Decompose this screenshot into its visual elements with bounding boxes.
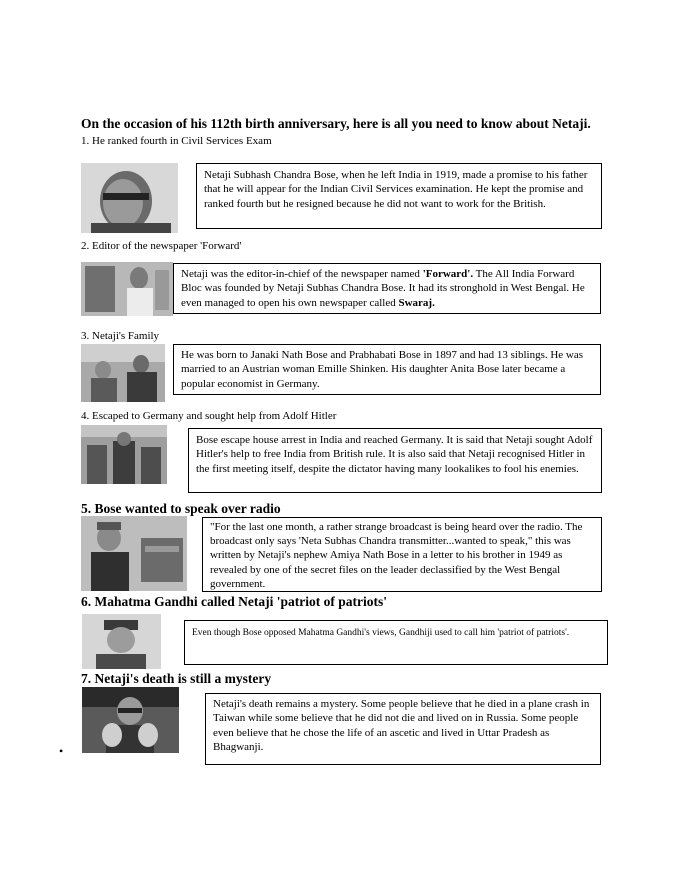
section-2-text-box (173, 263, 601, 314)
section-3-text-box: He was born to Janaki Nath Bose and Prabhabati Bose in 1897 and had 13 siblings. He was married to an Austrian woman Emille Shinken. His daughter Anita Bose later became a popular economist in Germany. (173, 344, 601, 395)
section-6-heading: 6. Mahatma Gandhi called Netaji 'patriot of patriots' (81, 594, 387, 609)
section-4-text-box: Bose escape house arrest in India and reached Germany. It is said that Netaji sought Adolf Hitler's help to free India from British rule. It is also said that Netaji recognised Hitler in the first meeting itself, despite the dictator having many lookalikes to fool his enemies. (188, 428, 602, 493)
section-4-heading: 4. Escaped to Germany and sought help from Adolf Hitler (81, 410, 337, 422)
bose-portrait-photo (81, 163, 178, 233)
list-bullet: • (59, 744, 64, 758)
bose-garland-photo (82, 687, 179, 753)
section-5-heading: 5. Bose wanted to speak over radio (81, 501, 281, 516)
section-7-text-box: Netaji's death remains a mystery. Some people believe that he died in a plane crash in Taiwan while some believe that he did not die and lived on in Russia. Some people even believe that he chose the life of an ascetic and lived in Uttar Pradesh as Bhagwanji. (205, 693, 601, 765)
bose-newspaper-photo (81, 262, 173, 316)
section-2-text-part: The All India Forward Bloc was founded by Netaji Subhas Chandra Bose. It had its stronghold in West Bengal. He even managed to open his own newspaper called (181, 268, 585, 309)
forward-newspaper-name: 'Forward'. (422, 268, 474, 280)
swaraj-newspaper-name: Swaraj. (398, 296, 435, 309)
bose-radio-photo (81, 516, 187, 591)
section-3-heading: 3. Netaji's Family (81, 330, 160, 342)
bose-hitler-photo (81, 425, 167, 484)
section-6-text-box: Even though Bose opposed Mahatma Gandhi's views, Gandhiji used to call him 'patriot of patriots'. (184, 620, 608, 665)
section-2-heading: 2. Editor of the newspaper 'Forward' (81, 240, 242, 252)
section-2-text-part: Netaji was the editor-in-chief of the newspaper named (181, 268, 423, 280)
section-5-text-box: "For the last one month, a rather strange broadcast is being heard over the radio. The broadcast only says 'Neta Subhas Chandra transmitter...wanted to speak," this was written by Netaji's nephew Amiya Nath Bose in a letter to his brother in 1949 as revealed by one of the secret files on the leader declassified by the West Bengal government. (202, 517, 602, 592)
section-1-text-box: Netaji Subhash Chandra Bose, when he left India in 1919, made a promise to his father that he will appear for the Indian Civil Services examination. He kept the promise and ranked fourth but he resigned because he did not want to work for the British. (196, 163, 602, 229)
bose-cap-photo (82, 614, 161, 669)
bose-family-photo (81, 344, 165, 402)
section-7-heading: 7. Netaji's death is still a mystery (81, 671, 272, 686)
section-1-heading: 1. He ranked fourth in Civil Services Exam (81, 135, 272, 147)
page-title: On the occasion of his 112th birth anniversary, here is all you need to know about Netaji. (81, 116, 591, 131)
